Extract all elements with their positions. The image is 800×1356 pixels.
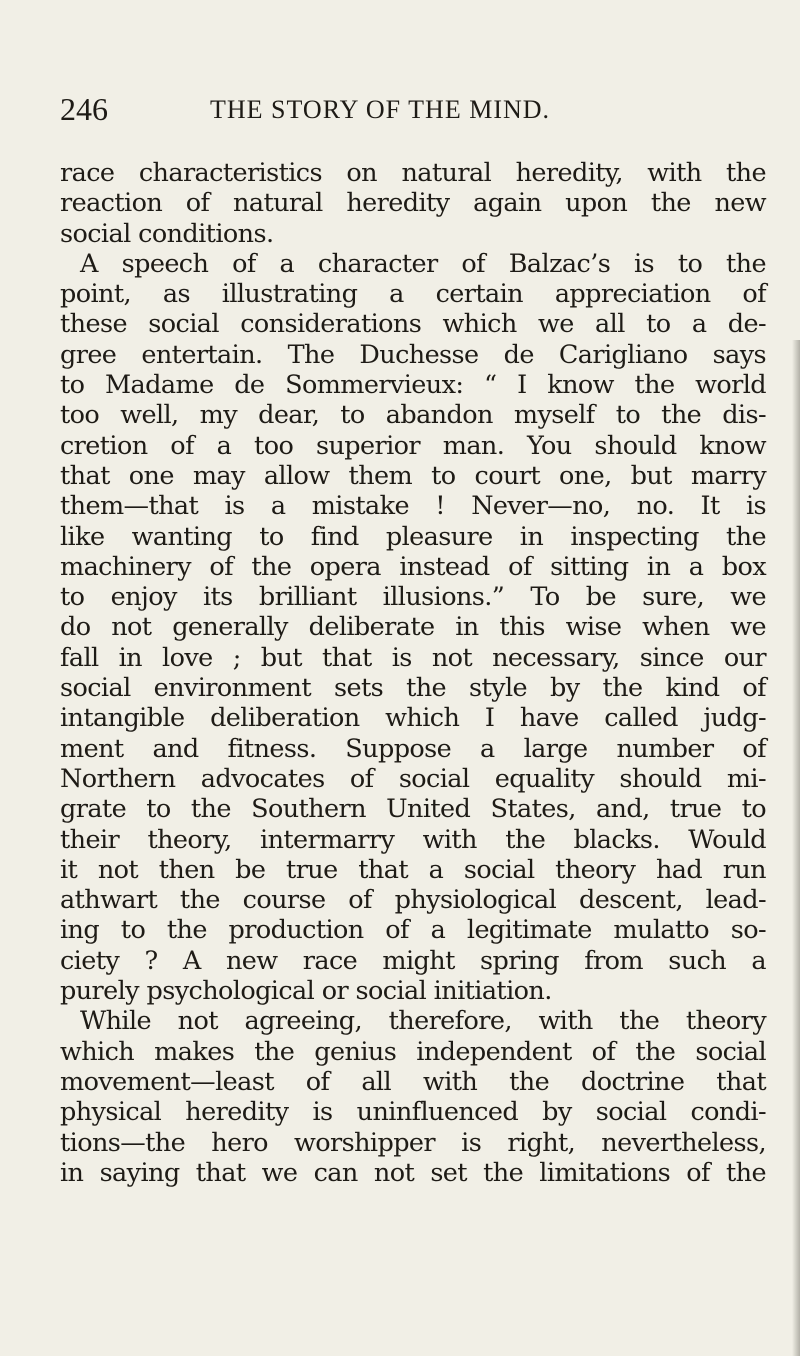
text-line: that one may allow them to court one, but marry	[60, 460, 766, 491]
text-line: social environment sets the style by the kind of	[60, 673, 766, 704]
text-line: their theory, intermarry with the blacks. Would	[60, 824, 766, 855]
text-line: grate to the Southern United States, and, true to	[60, 794, 766, 825]
text-line: in saying that we can not set the limitations of the	[60, 1157, 766, 1188]
text-line: do not generally deliberate in this wise when we	[60, 612, 766, 643]
text-line: to Madame de Sommervieux: “ I know the world	[60, 370, 766, 401]
page-header	[60, 89, 760, 129]
running-title: THE STORY OF THE MIND.	[210, 95, 551, 124]
text-line: ciety ? A new race might spring from such a	[60, 945, 766, 976]
text-line: too well, my dear, to abandon myself to the dis-	[60, 400, 766, 431]
text-line: athwart the course of physiological descent, lead-	[60, 885, 766, 916]
text-line: tions—the hero worshipper is right, nevertheless,	[60, 1127, 766, 1158]
text-line: ment and fitness. Suppose a large number of	[60, 733, 766, 764]
text-line: to enjoy its brilliant illusions.” To be sure, we	[60, 582, 766, 613]
text-line: reaction of natural heredity again upon the new	[60, 188, 766, 219]
text-line: physical heredity is uninfluenced by social condi-	[60, 1097, 766, 1128]
text-line: fall in love ; but that is not necessary, since our	[60, 642, 766, 673]
text-line: point, as illustrating a certain appreciation of	[60, 279, 766, 310]
text-line: While not agreeing, therefore, with the theory	[80, 1006, 766, 1037]
page-edge-shadow	[792, 340, 800, 1356]
page-number: 246	[60, 91, 108, 127]
text-line: machinery of the opera instead of sitting in a box	[60, 551, 766, 582]
text-line: like wanting to find pleasure in inspecting the	[60, 521, 766, 552]
text-line: race characteristics on natural heredity, with the	[60, 158, 766, 188]
body-text	[60, 158, 766, 1188]
text-line: social conditions.	[60, 218, 274, 249]
text-line: it not then be true that a social theory had run	[60, 854, 766, 885]
text-line: cretion of a too superior man. You should know	[60, 430, 766, 461]
text-line: Northern advocates of social equality should mi-	[60, 763, 766, 794]
text-line: A speech of a character of Balzac’s is to the	[80, 248, 766, 279]
text-line: intangible deliberation which I have called judg-	[60, 703, 766, 734]
text-line: ing to the production of a legitimate mulatto so-	[60, 915, 766, 946]
text-line: which makes the genius independent of the social	[60, 1036, 766, 1067]
text-line: purely psychological or social initiation.	[60, 976, 552, 1007]
text-line: these social considerations which we all to a de-	[60, 309, 766, 340]
text-line: movement—least of all with the doctrine that	[60, 1066, 766, 1097]
text-line: them—that is a mistake ! Never—no, no. It is	[60, 491, 766, 522]
text-line: gree entertain. The Duchesse de Carigliano says	[60, 339, 766, 370]
